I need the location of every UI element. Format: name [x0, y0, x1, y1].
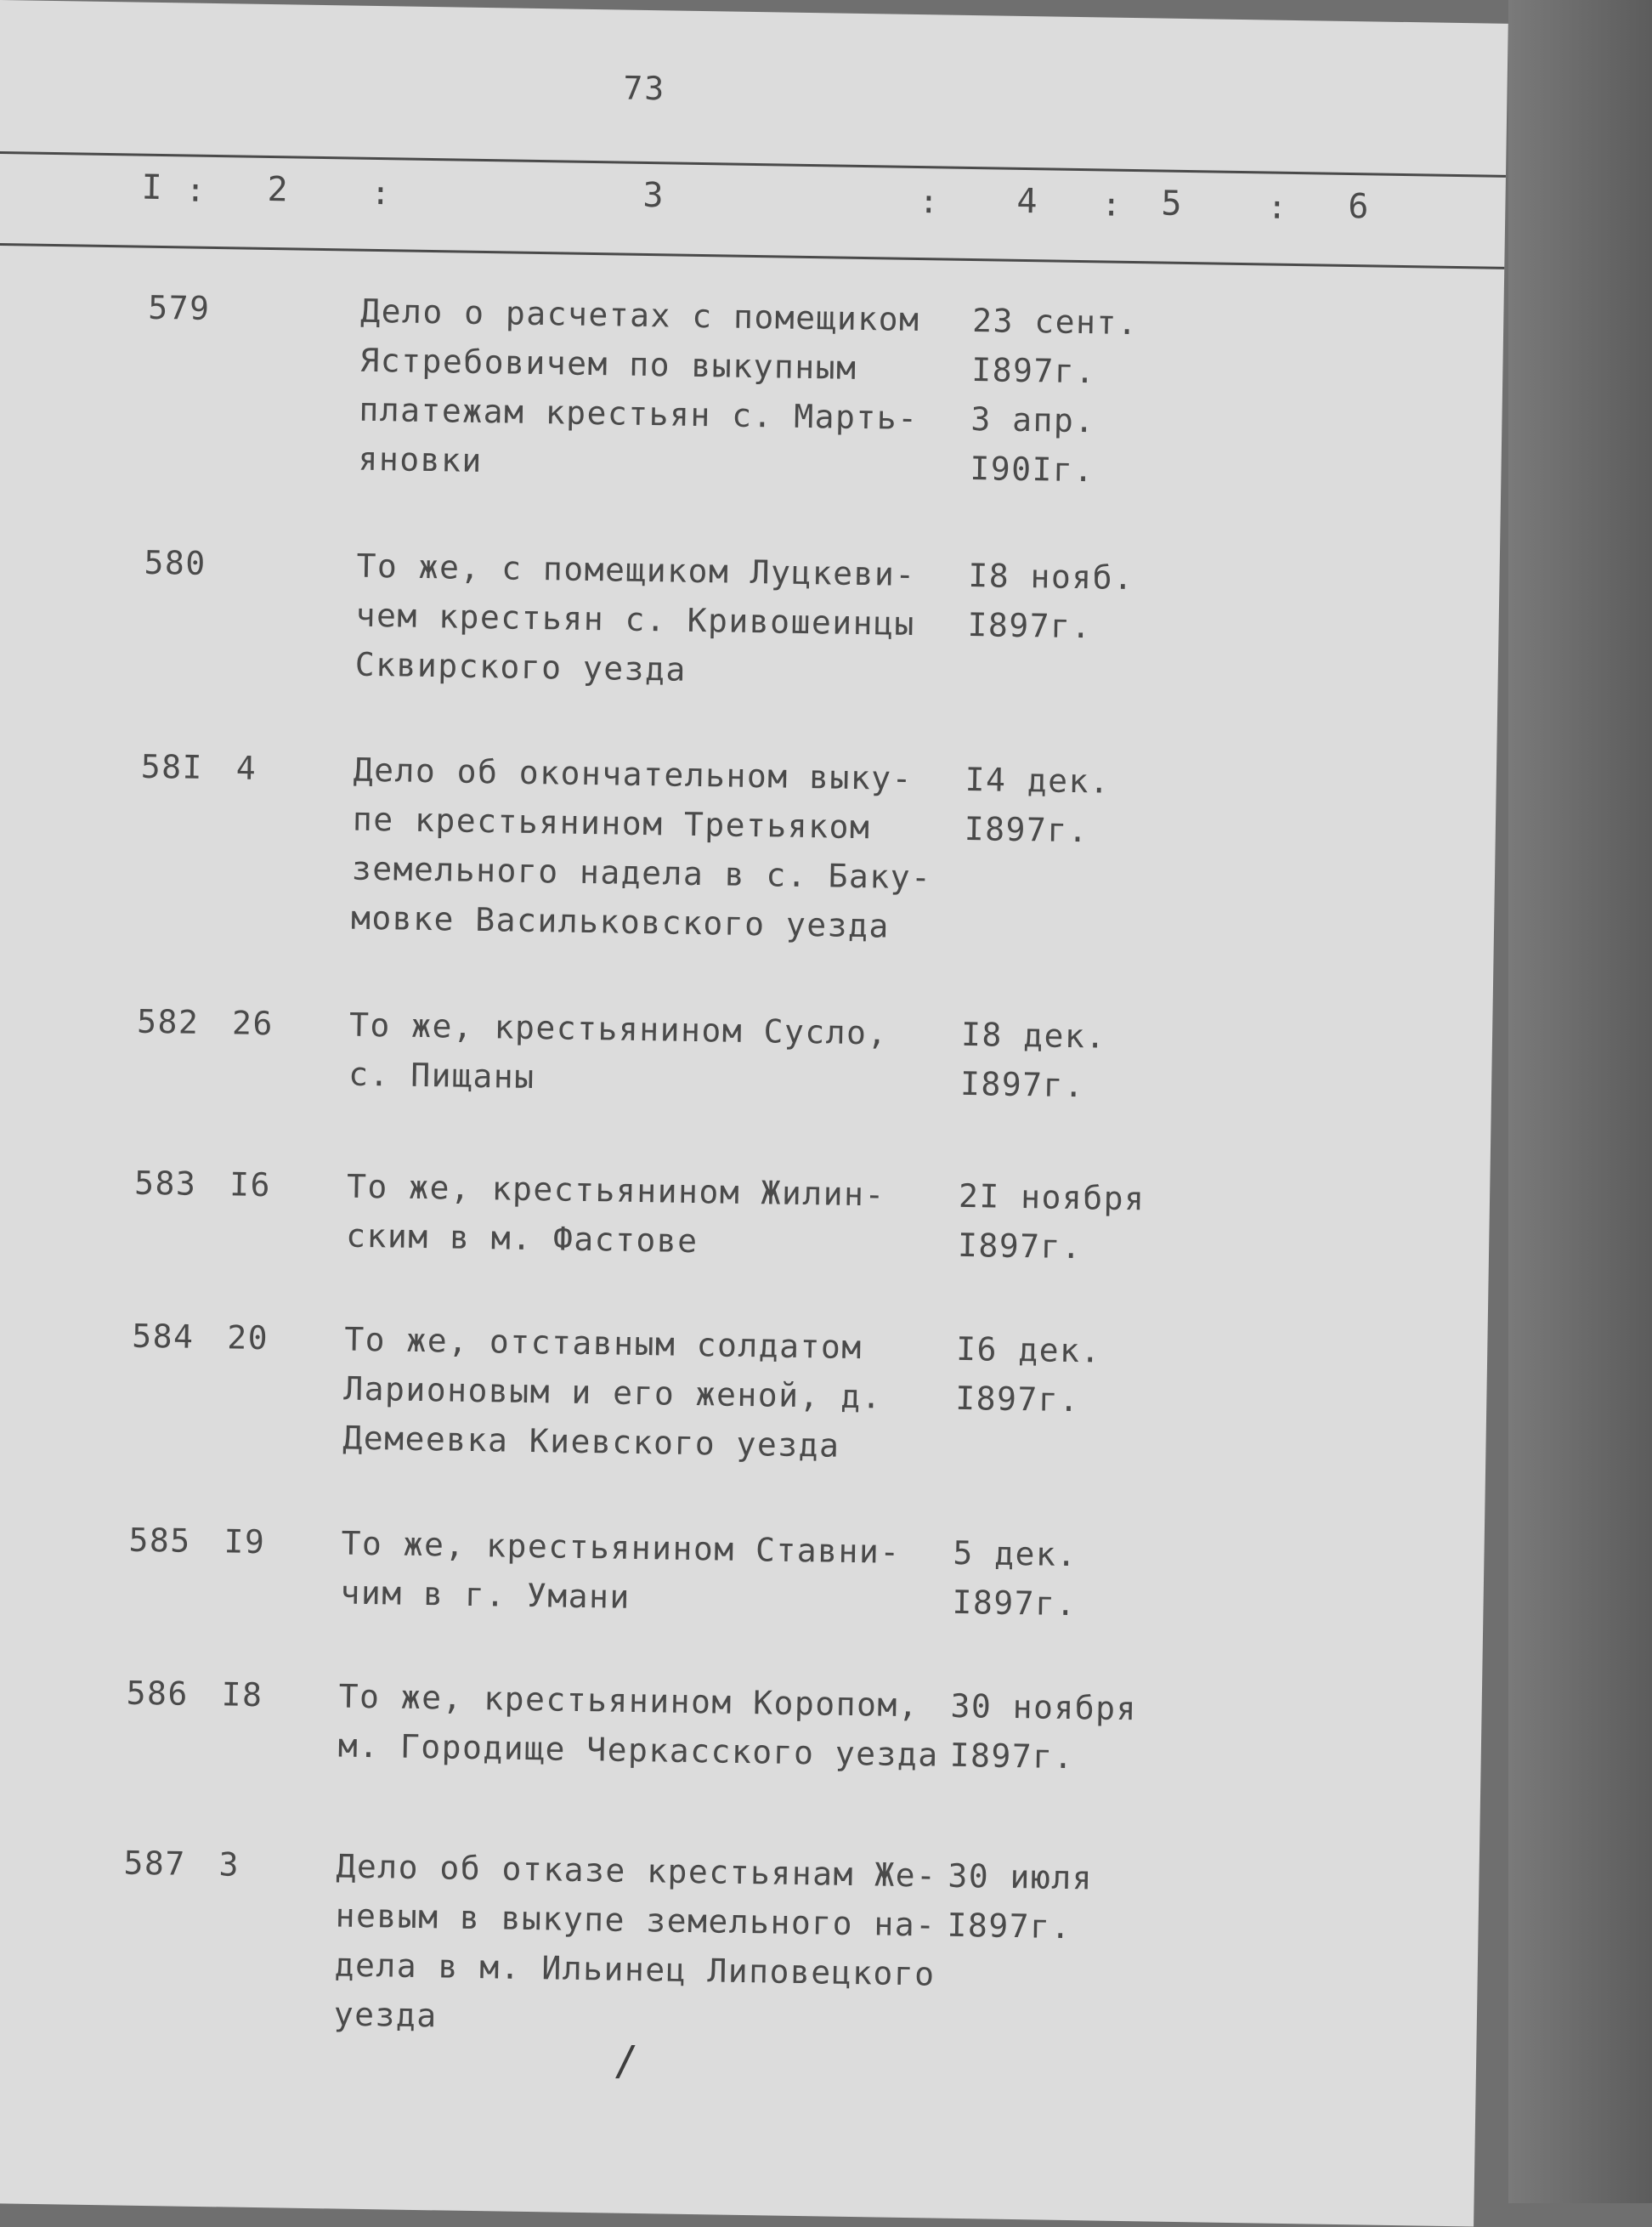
description-line: Сквирского уезда	[354, 645, 687, 688]
header-rule-top	[0, 151, 1506, 178]
row-number: 58I	[140, 747, 204, 786]
description-line: То же, крестьянином Коропом,	[338, 1677, 919, 1725]
row-dates	[947, 1851, 1093, 1952]
row-description	[358, 286, 920, 492]
description-line: То же, крестьянином Сусло,	[348, 1006, 889, 1052]
row-description	[337, 1672, 940, 1780]
end-mark: /	[613, 2037, 639, 2086]
table-row	[0, 1836, 1479, 2035]
column-header-1: I	[141, 167, 163, 208]
description-line: То же, отставным солдатом	[343, 1320, 863, 1367]
row-description	[348, 1000, 889, 1108]
row-description	[351, 745, 934, 952]
row-description	[340, 1519, 901, 1626]
table-row	[0, 280, 1504, 490]
row-number: 582	[136, 1002, 200, 1041]
row-number: 587	[123, 1844, 187, 1883]
row-number: 585	[128, 1521, 192, 1560]
row-dates	[964, 755, 1110, 856]
date-line: I90Iг.	[970, 450, 1095, 490]
header-rule-bottom	[0, 243, 1504, 269]
column-header-6: 6	[1348, 186, 1369, 227]
row-sheet-number: 3	[218, 1845, 240, 1884]
row-description	[333, 1841, 937, 2048]
row-sheet-number: 4	[235, 749, 257, 787]
date-line: I897г.	[952, 1583, 1078, 1624]
description-line: ским в м. Фастове	[345, 1216, 699, 1261]
row-sheet-number: I9	[223, 1522, 266, 1561]
date-line: 3 апр.	[970, 400, 1096, 440]
row-sheet-number: I8	[221, 1675, 263, 1714]
column-separator: :	[185, 171, 206, 209]
date-line: I897г.	[964, 809, 1089, 850]
row-dates	[955, 1324, 1101, 1425]
description-line: Дело о расчетах с помещиком	[359, 292, 920, 339]
row-description	[346, 1162, 886, 1269]
date-line: 2I ноября	[958, 1176, 1146, 1218]
description-line: земельного надела в с. Баку-	[351, 849, 932, 897]
row-number: 584	[131, 1317, 195, 1356]
row-sheet-number: 26	[231, 1004, 274, 1043]
row-number: 583	[133, 1164, 197, 1203]
description-line: Ларионовым и его женой, д.	[343, 1369, 883, 1416]
date-line: I897г.	[957, 1226, 1083, 1266]
date-line: I897г.	[947, 1906, 1072, 1946]
table-row	[0, 1156, 1490, 1266]
table-row	[0, 1666, 1482, 1776]
column-separator: :	[1101, 185, 1122, 224]
description-line: Дело об отказе крестьянам Же-	[336, 1847, 937, 1895]
date-line: I6 дек.	[955, 1329, 1102, 1370]
description-line: платежам крестьян с. Марть-	[359, 390, 919, 438]
row-description	[354, 541, 916, 698]
row-dates	[949, 1681, 1137, 1782]
table-row	[0, 994, 1492, 1105]
date-line: I897г.	[954, 1379, 1080, 1420]
column-header-4: 4	[1016, 181, 1038, 222]
description-line: Демеевка Киевского уезда	[342, 1419, 840, 1465]
description-line: мовке Васильковского уезда	[350, 898, 891, 945]
row-number: 580	[144, 543, 207, 582]
row-dates	[970, 296, 1139, 496]
column-separator: :	[1267, 188, 1287, 226]
date-line: I897г.	[967, 605, 1093, 646]
date-line: I4 дек.	[965, 760, 1111, 801]
date-line: 30 июля	[948, 1856, 1094, 1897]
page-number: 73	[623, 69, 666, 108]
description-line: чим в г. Умани	[340, 1573, 631, 1616]
date-line: I8 дек.	[960, 1015, 1107, 1056]
description-line: м. Городище Черкасского уезда	[337, 1726, 940, 1774]
date-line: I897г.	[970, 351, 1096, 391]
table-row	[0, 1309, 1488, 1465]
description-line: пе крестьянином Третьяком	[352, 800, 871, 847]
description-line: невым в выкупе земельного на-	[335, 1896, 936, 1944]
row-dates	[952, 1528, 1078, 1629]
description-line: То же, с помещиком Луцкеви-	[356, 547, 917, 594]
column-header-5: 5	[1161, 184, 1182, 224]
table-row	[0, 536, 1500, 688]
description-line: Ястребовичем по выкупным	[359, 341, 857, 387]
date-line: 30 ноября	[950, 1686, 1138, 1728]
column-separator: :	[919, 183, 939, 221]
description-line: яновки	[358, 439, 484, 479]
description-line: уезда	[333, 1995, 438, 2035]
date-line: I897г.	[949, 1736, 1075, 1776]
date-line: 23 сент.	[971, 302, 1139, 343]
row-dates	[960, 1010, 1106, 1111]
row-number: 579	[147, 288, 211, 327]
row-number: 586	[126, 1674, 190, 1713]
description-line: То же, крестьянином Ставни-	[341, 1524, 902, 1571]
date-line: I897г.	[959, 1064, 1085, 1105]
row-sheet-number: I6	[229, 1165, 272, 1204]
description-line: Дело об окончательном выку-	[353, 751, 914, 797]
table-row	[0, 740, 1496, 945]
row-dates	[958, 1171, 1146, 1272]
date-line: 5 дек.	[953, 1533, 1078, 1574]
page-shadow-edge	[1508, 0, 1652, 2203]
column-separator: :	[371, 173, 391, 212]
column-header-2: 2	[267, 169, 288, 210]
row-description	[342, 1315, 883, 1471]
description-line: То же, крестьянином Жилин-	[346, 1167, 886, 1214]
column-header-3: 3	[642, 175, 664, 216]
description-line: с. Пищаны	[348, 1055, 535, 1096]
table-row	[0, 1513, 1485, 1624]
row-sheet-number: 20	[226, 1318, 269, 1357]
row-dates	[967, 551, 1134, 652]
description-line: чем крестьян с. Кривошеинцы	[355, 596, 916, 643]
date-line: I8 нояб.	[968, 556, 1134, 598]
description-line: дела в м. Ильинец Липовецкого	[334, 1946, 936, 1993]
